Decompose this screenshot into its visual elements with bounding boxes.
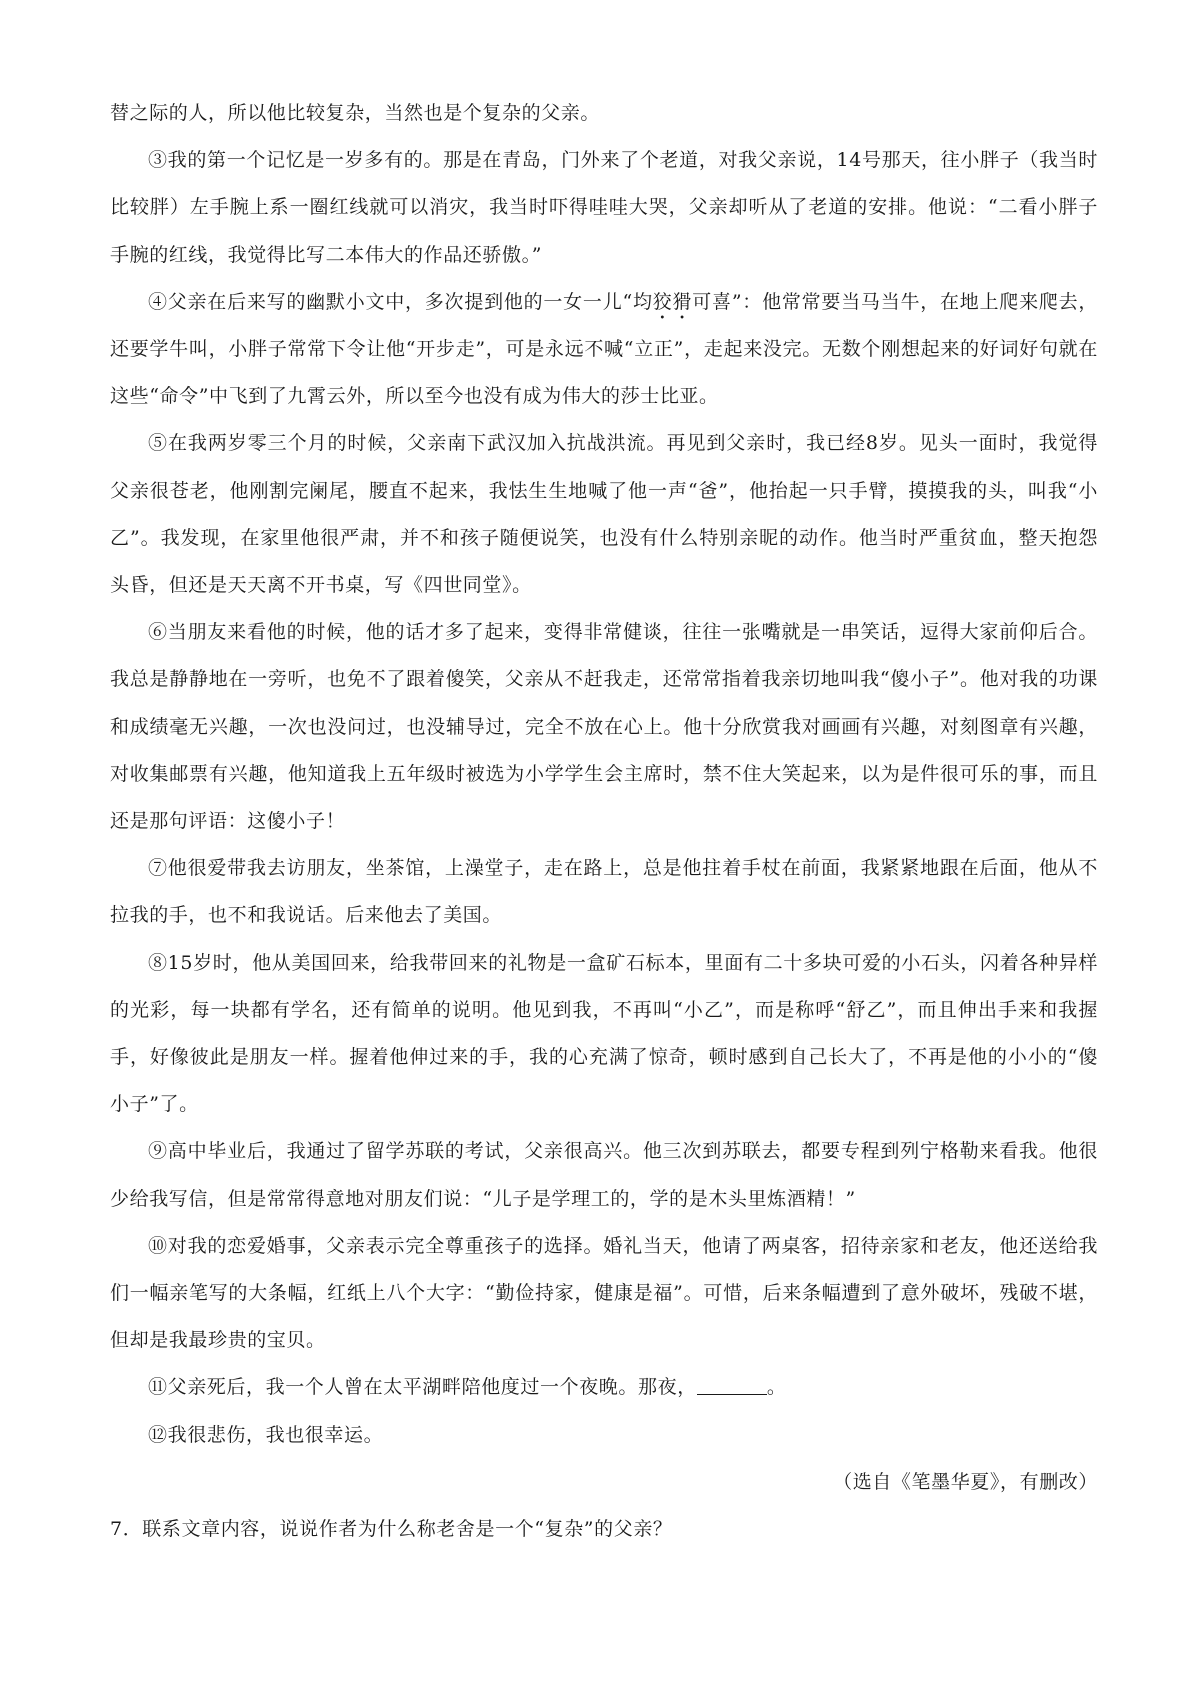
paragraph-3: ③我的第一个记忆是一岁多有的。那是在青岛，门外来了个老道，对我父亲说，14号那天，往小胖子（我当时比较胖）左手腕上系一圈红线就可以消灾，我当时吓得哇哇大哭，父亲却听从了老道的安排。他说：“二看小胖子手腕的红线，我觉得比写二本伟大的作品还骄傲。”	[110, 149, 1098, 266]
paragraph-11-part-2: 。	[766, 1376, 787, 1399]
paragraph-4	[110, 279, 1098, 421]
paragraph-9: ⑨高中毕业后，我通过了留学苏联的考试，父亲很高兴。他三次到苏联去，都要专程到列宁格勒来看我。他很少给我写信，但是常常得意地对朋友们说：“儿子是学理工的，学的是木头里炼酒精！”	[110, 1140, 1098, 1210]
source-citation: （选自《笔墨华夏》，有删改）	[833, 1470, 1098, 1493]
paragraph-4-part-1: ④父亲在后来写的幽默小文中，多次提到他的一女一儿“均	[148, 290, 653, 313]
paragraph-4-part-2: 可喜”：他常常要当马当牛，在地上爬来爬去，还要学牛叫，小胖子常常下令让他“开步走”，可是永远不喊“立正”，走起来没完。无数个刚想起来的好词好句就在这些“命令”中飞到了九霄云外，所以至今也没有成为伟大的莎士比亚。	[110, 290, 1098, 408]
paragraph-11	[110, 1364, 1098, 1411]
paragraph-6: ⑥当朋友来看他的时候，他的话才多了起来，变得非常健谈，往往一张嘴就是一串笑话，逗得大家前仰后合。我总是静静地在一旁听，也免不了跟着傻笑，父亲从不赶我走，还常常指着我亲切地叫我“傻小子”。他对我的功课和成绩毫无兴趣，一次也没问过，也没辅导过，完全不放在心上。他十分欣赏我对画画有兴趣，对刻图章有兴趣，对收集邮票有兴趣，他知道我上五年级时被选为小学学生会主席时，禁不住大笑起来，以为是件很可乐的事，而且还是那句评语：这傻小子！	[110, 621, 1098, 833]
emphasized-word: 狡猾	[652, 290, 693, 313]
paragraph-8: ⑧15岁时，他从美国回来，给我带回来的礼物是一盒矿石标本，里面有二十多块可爱的小石头，闪着各种异样的光彩，每一块都有学名，还有简单的说明。他见到我，不再叫“小乙”，而是称呼“舒乙”，而且伸出手来和我握手，好像彼此是朋友一样。握着他伸过来的手，我的心充满了惊奇，顿时感到自己长大了，不再是他的小小的“傻小子”了。	[110, 951, 1098, 1116]
paragraph-continuation: 替之际的人，所以他比较复杂，当然也是个复杂的父亲。	[110, 102, 601, 124]
paragraph-12: ⑫我很悲伤，我也很幸运。	[148, 1423, 384, 1446]
paragraph-10: ⑩对我的恋爱婚事，父亲表示完全尊重孩子的选择。婚礼当天，他请了两桌客，招待亲家和老友，他还送给我们一幅亲笔写的大条幅，红纸上八个大字：“勤俭持家，健康是福”。可惜，后来条幅遭到了意外破坏，残破不堪，但却是我最珍贵的宝贝。	[110, 1234, 1098, 1352]
paragraph-5: ⑤在我两岁零三个月的时候，父亲南下武汉加入抗战洪流。再见到父亲时，我已经8岁。见头一面时，我觉得父亲很苍老，他刚割完阑尾，腰直不起来，我怯生生地喊了他一声“爸”，他抬起一只手臂，摸摸我的头，叫我“小乙”。我发现，在家里他很严肃，并不和孩子随便说笑，也没有什么特别亲昵的动作。他当时严重贫血，整天抱怨头昏，但还是天天离不开书桌，写《四世同堂》。	[110, 432, 1098, 597]
paragraph-11-part-1: ⑪父亲死后，我一个人曾在太平湖畔陪他度过一个夜晚。那夜，	[148, 1376, 697, 1399]
question-7: 7．联系文章内容，说说作者为什么称老舍是一个“复杂”的父亲？	[110, 1518, 673, 1541]
fill-in-blank	[697, 1375, 767, 1395]
paragraph-7: ⑦他很爱带我去访朋友，坐茶馆，上澡堂子，走在路上，总是他拄着手杖在前面，我紧紧地跟在后面，他从不拉我的手，也不和我说话。后来他去了美国。	[110, 857, 1098, 927]
document-page	[110, 90, 1098, 1553]
